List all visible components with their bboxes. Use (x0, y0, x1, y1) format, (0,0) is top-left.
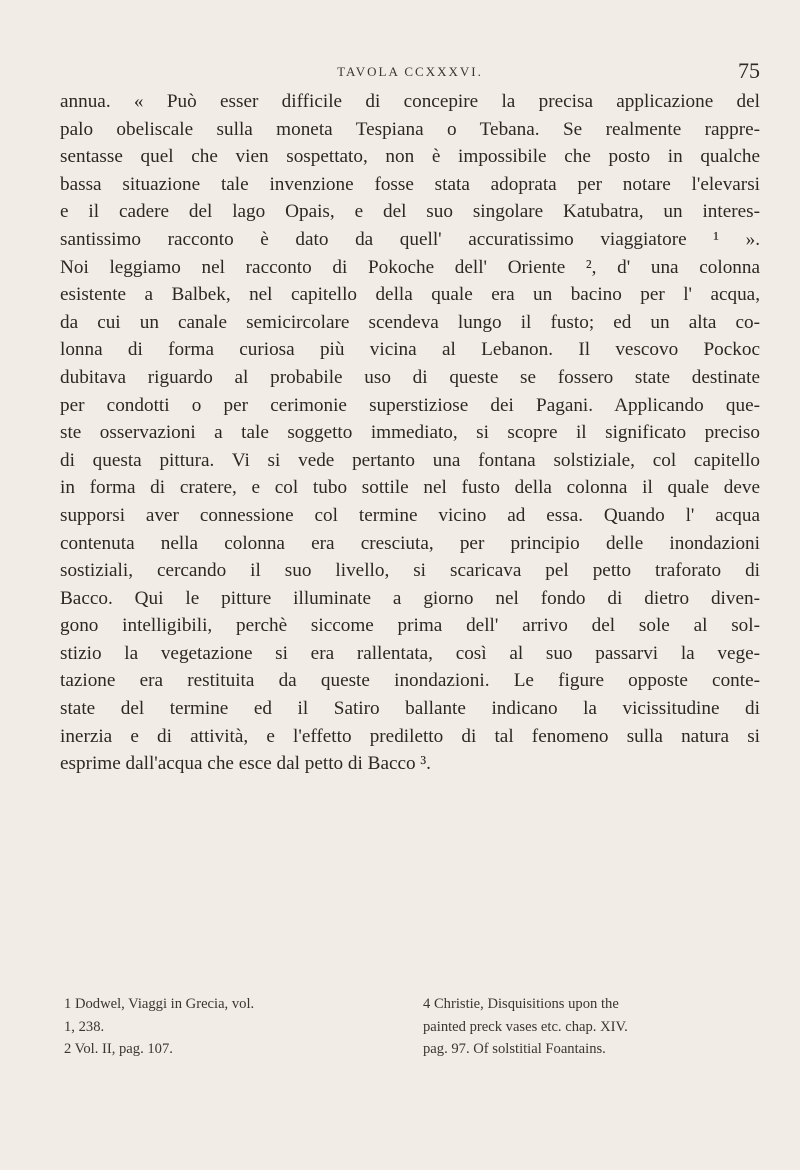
text-line: per condotti o per cerimonie superstiziose dei Pagani. Applicando que- (60, 394, 760, 416)
footnote-line: 1, 238. (64, 1018, 105, 1035)
text-line: contenuta nella colonna era cresciuta, per principio delle inondazioni (60, 532, 760, 554)
main-text (60, 88, 760, 778)
text-line: ste osservazioni a tale soggetto immediato, si scopre il significato preciso (60, 422, 760, 444)
text-line: bassa situazione tale invenzione fosse stata adoprata per notare l'elevarsi (60, 173, 760, 195)
text-line: sentasse quel che vien sospettato, non è impossibile che posto in qualche (60, 146, 760, 168)
running-title: TAVOLA CCXXXVI. (337, 64, 483, 79)
footnote-line: painted preck vases etc. chap. XIV. (423, 1018, 628, 1035)
text-line: supporsi aver connessione col termine vicino ad essa. Quando l' acqua (60, 504, 760, 526)
text-line: state del termine ed il Satiro ballante indicano la vicissitudine di (60, 698, 760, 720)
text-line: in forma di cratere, e col tubo sottile nel fusto della colonna il quale deve (60, 477, 760, 499)
text-line: santissimo racconto è dato da quell' accuratissimo viaggiatore ¹ ». (60, 228, 760, 250)
footnote-line: pag. 97. Of solstitial Foantains. (423, 1041, 606, 1057)
footnotes-right-column (423, 993, 763, 1061)
text-line: inerzia e di attività, e l'effetto prediletto di tal fenomeno sulla natura si (60, 725, 760, 747)
footnote-line: 2 Vol. II, pag. 107. (64, 1041, 173, 1057)
footnote-line: 4 Christie, Disquisitions upon the (423, 996, 619, 1012)
footnote-line: 1 Dodwel, Viaggi in Grecia, vol. (64, 996, 255, 1012)
text-line: gono intelligibili, perchè siccome prima dell' arrivo del sole al sol- (60, 615, 760, 637)
text-line: dubitava riguardo al probabile uso di queste se fossero state destinate (60, 366, 760, 388)
text-line: tazione era restituita da queste inondazioni. Le figure opposte conte- (60, 670, 760, 692)
text-line: esistente a Balbek, nel capitello della quale era un bacino per l' acqua, (60, 284, 760, 306)
footnotes (64, 993, 764, 1073)
text-line: e il cadere del lago Opais, e del suo singolare Katubatra, un interes- (60, 201, 760, 223)
text-line: esprime dall'acqua che esce dal petto di Bacco ³. (60, 753, 431, 775)
text-line: Bacco. Qui le pitture illuminate a giorno nel fondo di dietro diven- (60, 587, 760, 609)
text-line: da cui un canale semicircolare scendeva lungo il fusto; ed un alta co- (60, 311, 760, 333)
text-line: palo obeliscale sulla moneta Tespiana o Tebana. Se realmente rappre- (60, 118, 760, 140)
page-number: 75 (738, 58, 760, 83)
text-line: annua. « Può esser difficile di concepire la precisa applicazione del (60, 91, 760, 112)
text-line: sostiziali, cercando il suo livello, si scaricava pel petto traforato di (60, 560, 760, 582)
page-header (60, 58, 760, 88)
text-line: stizio la vegetazione si era rallentata, così al suo passarvi la vege- (60, 642, 760, 664)
footnotes-left-column (64, 993, 364, 1061)
text-line: lonna di forma curiosa più vicina al Lebanon. Il vescovo Pockoc (60, 339, 760, 361)
text-line: Noi leggiamo nel racconto di Pokoche dell' Oriente ², d' una colonna (60, 256, 760, 278)
text-line: di questa pittura. Vi si vede pertanto una fontana solstiziale, col capitello (60, 449, 760, 471)
